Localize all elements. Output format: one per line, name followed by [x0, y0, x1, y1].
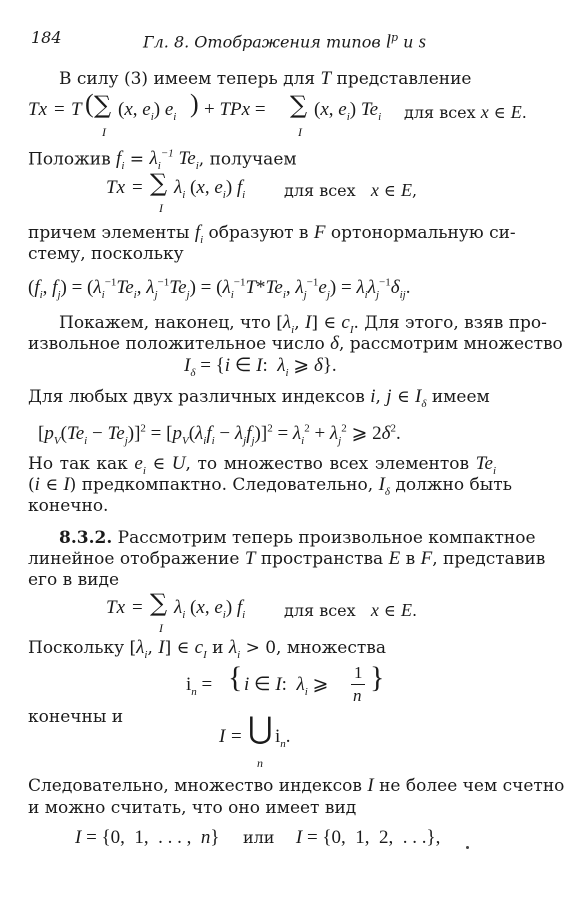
- text-line-3: причем элементы $f_i$ образуют в F ортонормальную си-: [28, 222, 516, 246]
- text-line-9: (i ∈ I) предкомпактно. Следовательно, $I_\delta$ должно быть: [28, 474, 512, 498]
- equation-5: $[p_V(Te_i - Te_j)]^2 = [p_V(\lambda_if_i - \lambda_jf_j)]^2 = \lambda_i^2 + \lambda_j^2$ ⩾ $2\delta^2$.: [38, 423, 401, 448]
- text-line-2: Положив $f_i = \lambda_i^{-1}$ $Te_i$, получаем: [28, 148, 297, 173]
- running-title: Гл. 8. Отображения типов $l^p$ и s: [143, 31, 426, 53]
- text-line-13: его в виде: [28, 570, 120, 590]
- section-number: 8.3.2.: [59, 528, 113, 548]
- text-line-4: стему, поскольку: [28, 244, 184, 264]
- equation-4: $I_\delta = \{i$ ∈ I: $\lambda_i$ ⩾ δ}.: [184, 355, 337, 379]
- text-line-16: Следовательно, множество индексов I не более чем счетно: [28, 775, 564, 796]
- text-line-10: конечно.: [28, 496, 109, 516]
- text-line-12: линейное отображение T пространства E в F, представив: [28, 548, 546, 569]
- book-page: 184 Гл. 8. Отображения типов $l^p$ и s В силу (3) имеем теперь для T представление Tx = T ( ∑ I (x, $e_i$) $e_i$ ) + TPx = ∑ I (x, $e_i$) $Te_i$ для всех x ∈ E. Положив $f_i = \lambda_i^{-1}$ $Te_i$, получаем Tx = ∑ I $\lambda_i$ (x, $e_i$) $f_i$ для всех x ∈ E, причем элементы $f_i$ образуют в F ортонормальную си- стему, поскольку ($f_i$, $f_j) = (\lambda_i^{-1}Te_i$, $\lambda_j^{-1}Te_j) = (\lambda_i^{-1}T*Te_i$, $\lambda_j^{-1}e_j) = \lambda_i\lambda_j^{-1}\delta_{ij}$. Покажем, наконец, что [$\lambda_i$, I] ∈ $c_I$. Для этого, взяв про- извольное положительное число δ, рассмотрим множество $I_\delta = \{i$ ∈ I: $\lambda_i$ ⩾ δ}. Для любых двух различных индексов i, j ∈ $I_\delta$ имеем $[p_V(Te_i - Te_j)]^2 = [p_V(\lambda_if_i - \lambda_jf_j)]^2 = \lambda_i^2 + \lambda_j^2$ ⩾ $2\delta^2$. Но так как $e_i$ ∈ U, то множество всех элементов $Te_i$ (i ∈ I) предкомпактно. Следовательно, $I_\delta$ должно быть конечно. 8.3.2. Рассмотрим теперь произвольное компактное линейное отображение T пространства E в F, представив его в виде Tx = ∑ I $\lambda_i$ (x, $e_i$) $f_i$ для всех x ∈ E. Поскольку [$\lambda_i$, I] ∈ $c_I$ и $\lambda_i > 0$, множества $i_n$ = { i ∈ I: $\lambda_i$ ⩾ 1 n } конечны и I = ⋃ n $i_n$. Следовательно, множество индексов I не более чем счетно и можно считать, что оно имеет вид I = {0, 1, . . . , n} или I = {0, 1, 2, . . .},: [28, 28, 564, 848]
- text-line-7: Для любых двух различных индексов i, j ∈ $I_\delta$ имеем: [28, 386, 490, 410]
- text-line-14: Поскольку [$\lambda_i$, I] ∈ $c_I$ и $\lambda_i > 0$, множества: [28, 637, 386, 661]
- print-speck: [466, 846, 469, 849]
- text-line-17: и можно считать, что оно имеет вид: [28, 798, 357, 818]
- page-number: 184: [31, 28, 62, 47]
- text-line-6: извольное положительное число δ, рассмотрим множество: [28, 333, 563, 354]
- text-line-5: Покажем, наконец, что [$\lambda_i$, I] ∈ $c_I$. Для этого, взяв про-: [59, 312, 547, 336]
- text-line-8: Но так как $e_i$ ∈ U, то множество всех элементов $Te_i$: [28, 453, 496, 477]
- text-line-1: В силу (3) имеем теперь для T представление: [59, 68, 472, 89]
- text-line-15: конечны и: [28, 707, 124, 727]
- section-paragraph-start: 8.3.2. Рассмотрим теперь произвольное компактное: [59, 528, 536, 548]
- equation-10: I = {0, 1, . . . , n} или I = {0, 1, 2, . . .},: [75, 827, 441, 848]
- equation-3: ($f_i$, $f_j) = (\lambda_i^{-1}Te_i$, $\lambda_j^{-1}Te_j) = (\lambda_i^{-1}T*Te_i$, $\lambda_j^{-1}e_j) = \lambda_i\lambda_j^{-1}\delta_{ij}$.: [28, 277, 411, 302]
